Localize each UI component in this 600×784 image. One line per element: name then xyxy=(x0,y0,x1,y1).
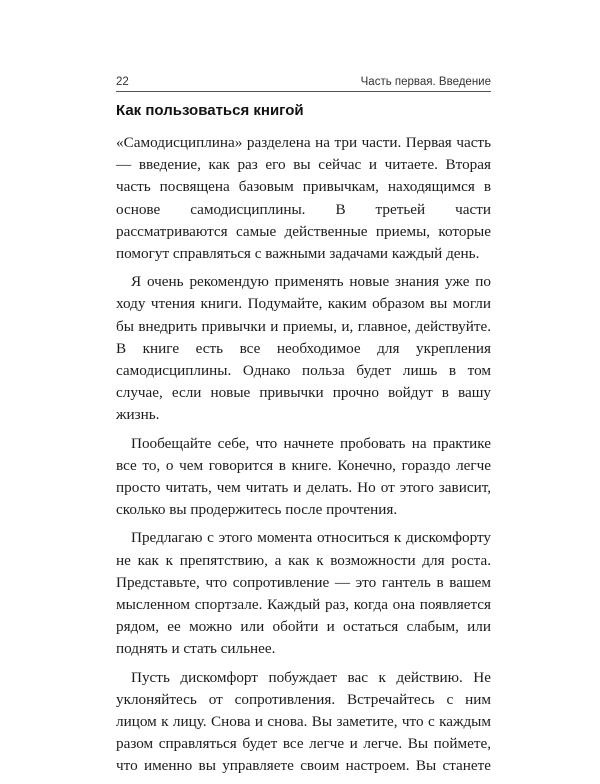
paragraph: Я очень рекомендую применять новые знания уже по ходу чтения книги. Подумайте, каким образом вы могли бы внедрить привычки и приемы, и, главное, действуйте. В книге есть все необходимое для укрепления самодисциплины. Однако польза будет лишь в том случае, если новые привычки прочно войдут в вашу жизнь. xyxy=(116,273,491,424)
paragraph: «Самодисциплина» разделена на три части. Первая часть — введение, как раз его вы сейчас и читаете. Вторая часть посвящена базовым привычкам, находящимся в основе самодисциплины. В третьей части рассматриваются самые действенные приемы, которые помогут справляться с важными задачами каждый день. xyxy=(116,134,491,263)
running-header xyxy=(116,76,491,92)
book-page xyxy=(116,76,491,784)
paragraph: Пусть дискомфорт побуждает вас к действию. Не уклоняйтесь от сопротивления. Встречайтесь с ним лицом к лицу. Снова и снова. Вы заметите, что с каждым разом справляться будет все легче и легче. Вы поймете, что именно вы управляете своим настроем. Вы станете xyxy=(116,668,491,775)
page-number: 22 xyxy=(116,76,129,88)
paragraph: Предлагаю с этого момента относиться к дискомфорту не как к препятствию, а как к возможности для роста. Представьте, что сопротивление — это гантель в вашем мысленном спортзале. Каждый раз, когда она появляется рядом, ее можно или обойти и остаться слабым, или поднять и стать сильнее. xyxy=(116,529,491,658)
body-text xyxy=(116,132,491,778)
running-title: Часть первая. Введение xyxy=(360,76,491,88)
paragraph: Пообещайте себе, что начнете пробовать на практике все то, о чем говорится в книге. Конечно, гораздо легче просто читать, чем читать и делать. Но от этого зависит, сколько вы продержитесь после прочтения. xyxy=(116,434,491,519)
section-heading: Как пользоваться книгой xyxy=(116,102,304,119)
